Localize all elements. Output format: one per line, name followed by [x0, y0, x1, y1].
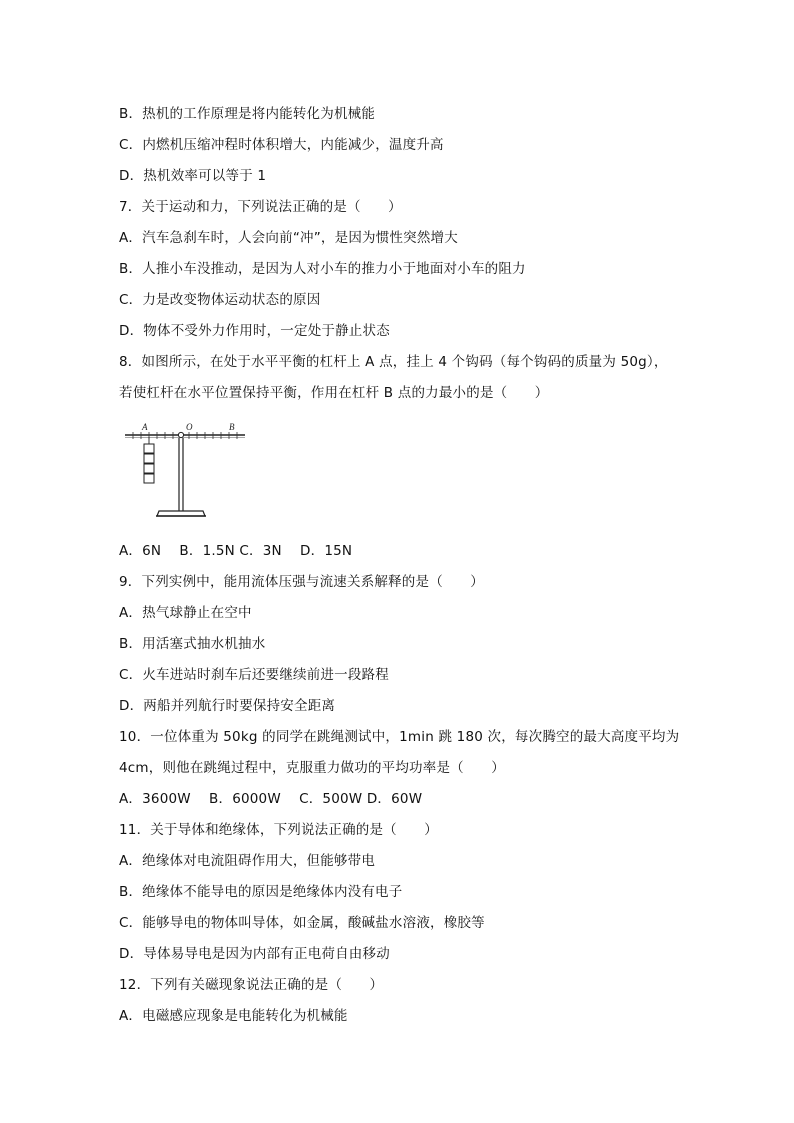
q6-option-d: D．热机效率可以等于 1: [119, 168, 267, 184]
pivot-point: [178, 432, 183, 437]
q9-option-b: B．用活塞式抽水机抽水: [119, 636, 266, 652]
q10-stem-line2: 4cm，则他在跳绳过程中，克服重力做功的平均功率是（ ）: [119, 760, 505, 776]
q12-option-a: A．电磁感应现象是电能转化为机械能: [119, 1008, 348, 1024]
q11-stem: 11．关于导体和绝缘体，下列说法正确的是（ ）: [119, 822, 438, 838]
q12-stem: 12．下列有关磁现象说法正确的是（ ）: [119, 977, 384, 993]
q7-option-b: B．人推小车没推动，是因为人对小车的推力小于地面对小车的阻力: [119, 261, 526, 277]
q7-option-c: C．力是改变物体运动状态的原因: [119, 292, 321, 308]
q10-stem-line1: 10．一位体重为 50kg 的同学在跳绳测试中，1min 跳 180 次，每次腾空的最大高度平均为: [119, 729, 680, 745]
q11-option-b: B．绝缘体不能导电的原因是绝缘体内没有电子: [119, 884, 403, 900]
q7-option-a: A．汽车急刹车时，人会向前“冲”，是因为惯性突然增大: [119, 230, 458, 246]
q7-stem: 7．关于运动和力，下列说法正确的是（ ）: [119, 199, 402, 215]
label-a: A: [142, 422, 148, 432]
q8-stem-line2: 若使杠杆在水平位置保持平衡，作用在杠杆 B 点的力最小的是（ ）: [119, 385, 549, 401]
q9-stem: 9．下列实例中，能用流体压强与流速关系解释的是（ ）: [119, 574, 484, 590]
q11-option-d: D．导体易导电是因为内部有正电荷自由移动: [119, 946, 390, 962]
q9-option-d: D．两船并列航行时要保持安全距离: [119, 698, 336, 714]
hook-weights: [144, 444, 154, 483]
label-b: B: [229, 422, 235, 432]
q6-option-c: C．内燃机压缩冲程时体积增大，内能减少，温度升高: [119, 137, 444, 153]
lever-diagram: [119, 418, 249, 524]
q10-options: A．3600W B．6000W C．500W D．60W: [119, 791, 423, 807]
q7-option-d: D．物体不受外力作用时，一定处于静止状态: [119, 323, 390, 339]
q8-stem-line1: 8．如图所示，在处于水平平衡的杠杆上 A 点，挂上 4 个钩码（每个钩码的质量为 50g），: [119, 354, 668, 370]
q11-option-a: A．绝缘体对电流阻碍作用大，但能够带电: [119, 853, 376, 869]
q8-options: A．6N B．1.5N C．3N D．15N: [119, 543, 353, 559]
label-o: O: [186, 422, 193, 432]
q11-option-c: C．能够导电的物体叫导体，如金属，酸碱盐水溶液，橡胶等: [119, 915, 485, 931]
stand-base: [157, 511, 205, 516]
q9-option-c: C．火车进站时刹车后还要继续前进一段路程: [119, 667, 389, 683]
q6-option-b: B．热机的工作原理是将内能转化为机械能: [119, 106, 376, 122]
q9-option-a: A．热气球静止在空中: [119, 605, 252, 621]
